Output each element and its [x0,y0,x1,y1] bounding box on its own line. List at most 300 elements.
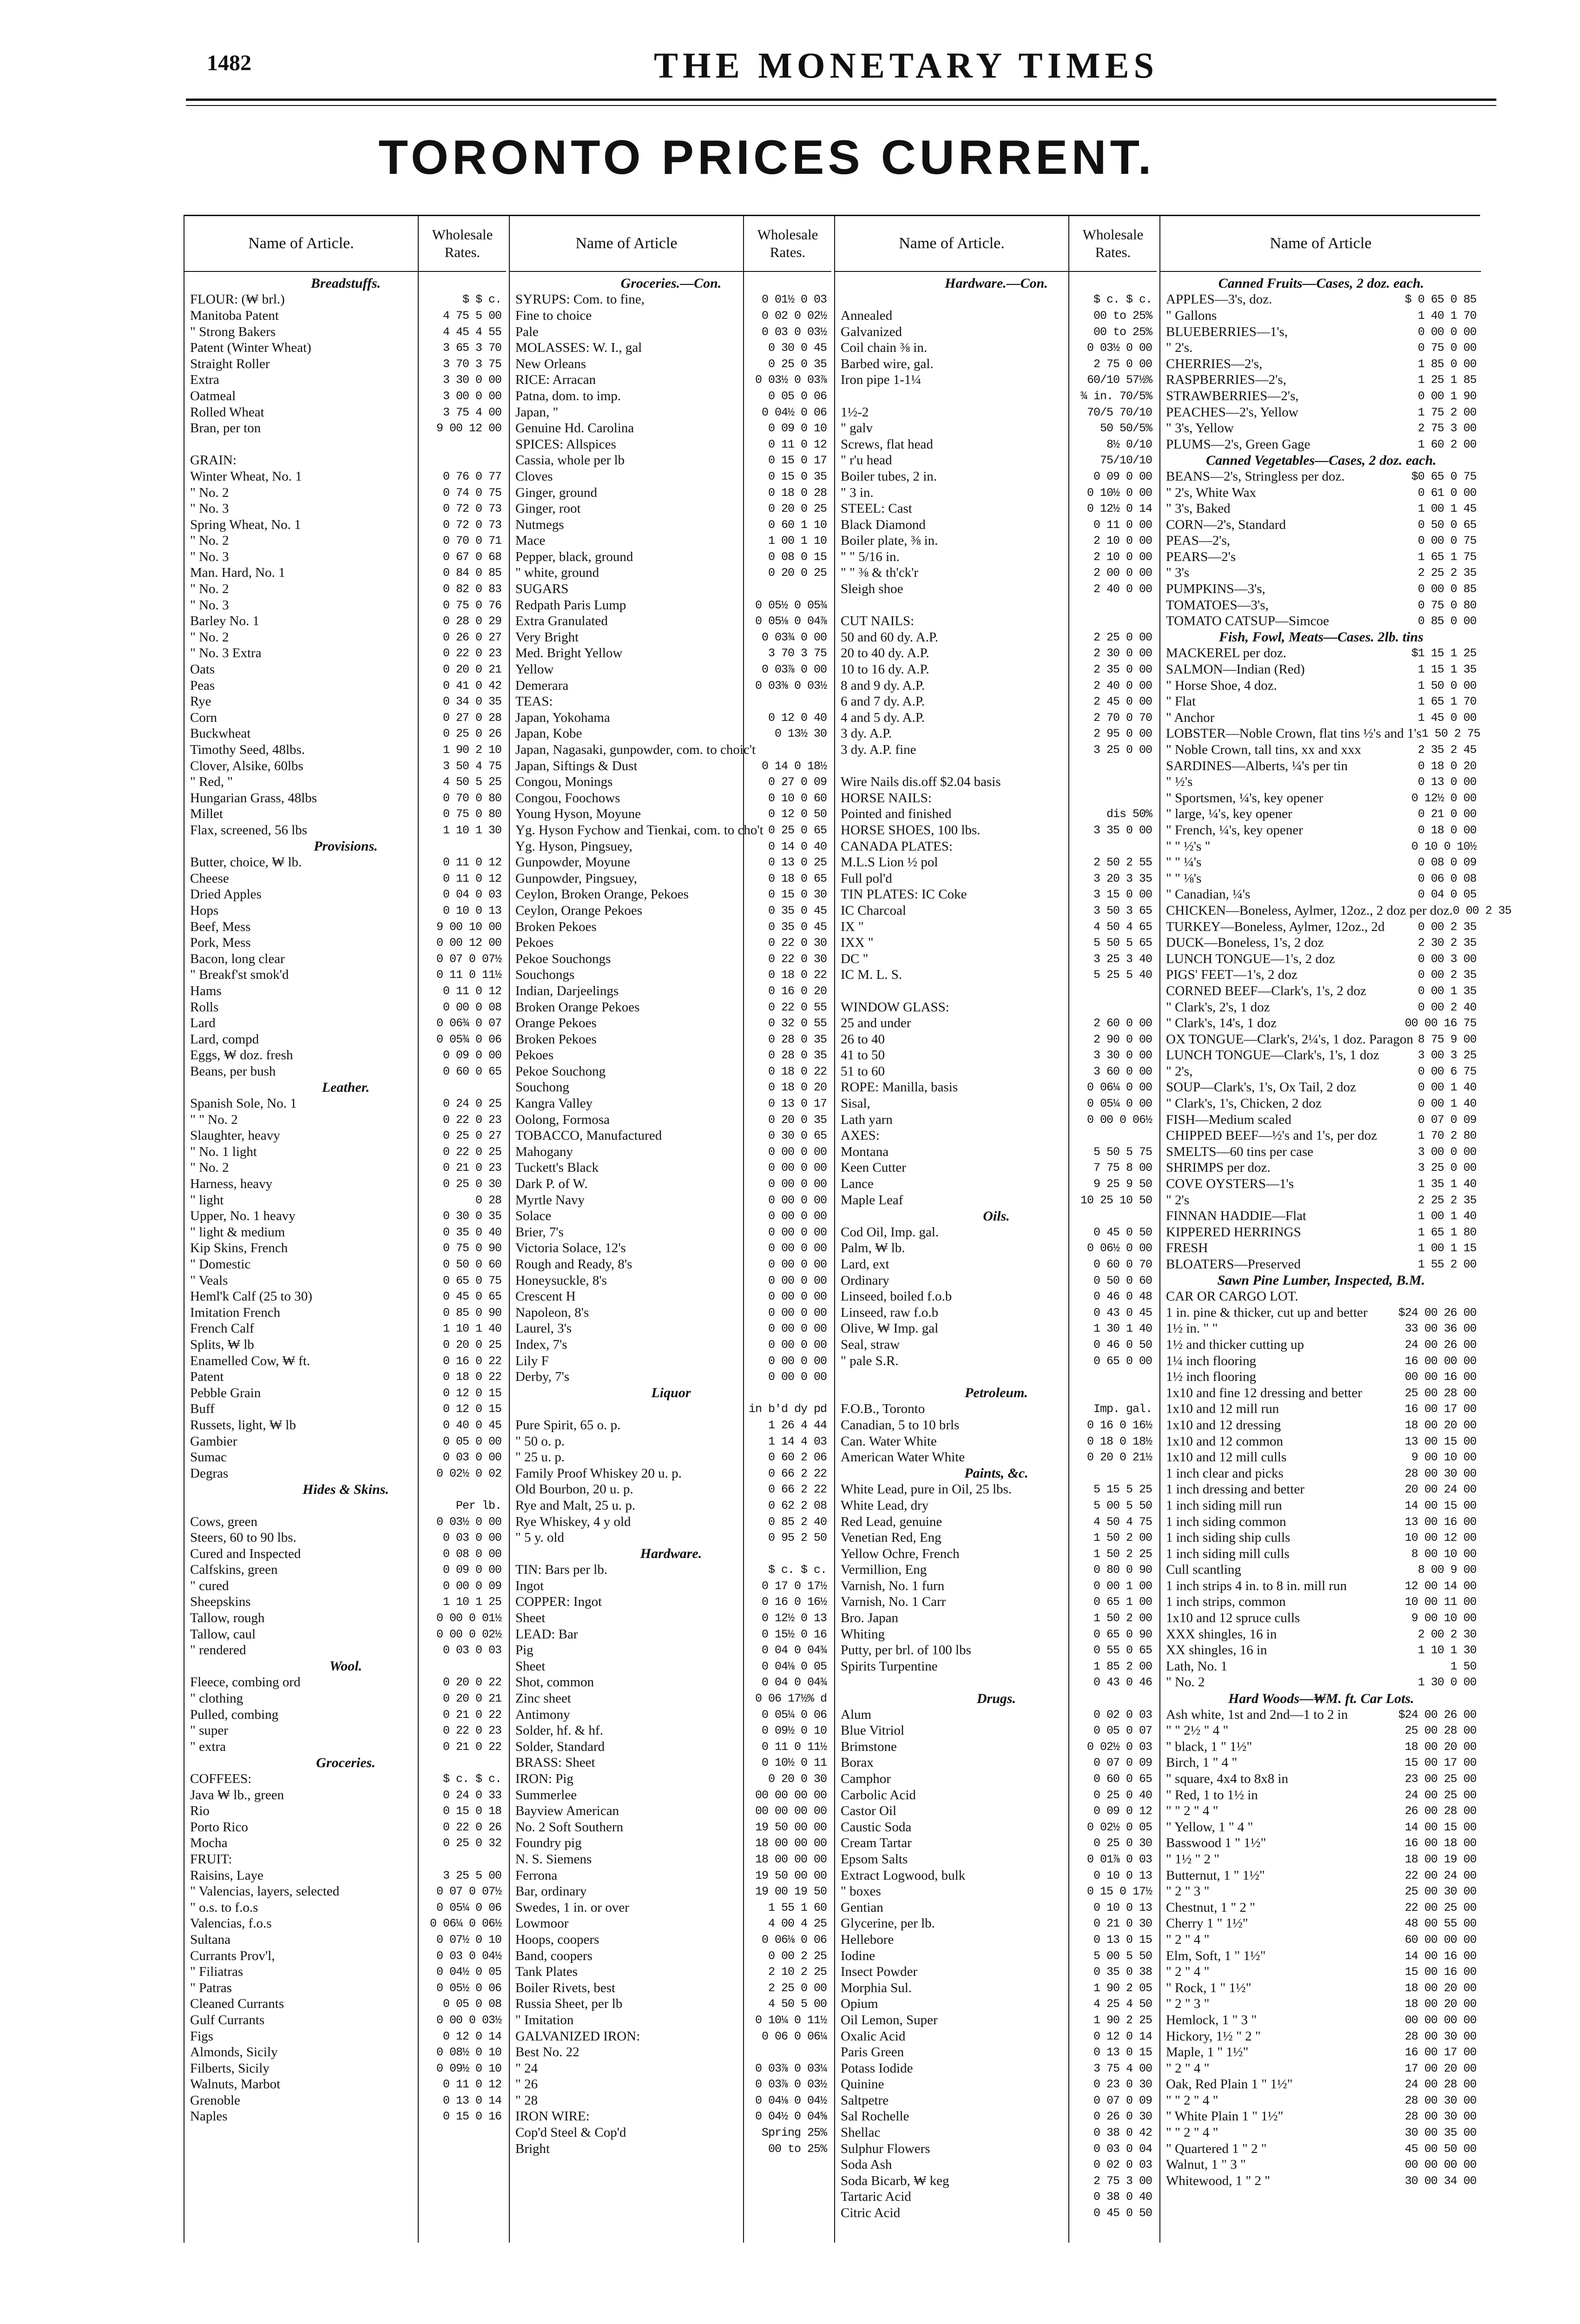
price-row [515,1305,827,1321]
price-row [515,726,827,742]
article-name: Morphia Sul. [841,1980,912,1995]
price-row [1166,1080,1476,1096]
price-row [190,758,501,774]
price-row [190,1610,501,1626]
price-row [190,340,501,356]
article-name: Oats [190,662,215,677]
wholesale-rate: 0 08 0 09 [1417,856,1476,870]
price-row [190,1385,501,1401]
wholesale-rate: 0 14 0 18½ [761,759,827,773]
price-column-4 [1159,216,1512,2243]
price-row [515,646,827,662]
wholesale-rate: 1 10 1 30 [442,823,501,837]
article-name: OX TONGUE—Clark's, 2¼'s, 1 doz. Paragon [1166,1031,1414,1047]
price-row [1166,1128,1476,1144]
article-name: Imitation French [190,1305,281,1320]
article-name: " 5 y. old [515,1530,565,1545]
price-row [515,1707,827,1723]
article-name: Soda Ash [841,2157,892,2172]
article-name: " 2 " 3 " [1166,1996,1210,2012]
wholesale-rate: 0 20 0 21 [442,663,501,677]
article-name: " 1½ " 2 " [1166,1851,1220,1867]
wholesale-rate: 17 00 20 00 [1404,2061,1476,2075]
article-name: Spanish Sole, No. 1 [190,1096,297,1111]
article-name: 1x10 and 12 common [1166,1433,1284,1449]
article-name: 1½ inch flooring [1166,1369,1257,1385]
price-row [515,710,827,726]
article-name: American Water White [841,1450,965,1465]
article-name: " No. 3 Extra [190,646,262,661]
article-name: Slaughter, heavy [190,1128,280,1143]
article-name: Honeysuckle, 8's [515,1273,607,1288]
wholesale-rate: 3 25 0 00 [1417,1161,1476,1175]
article-name: " Clark's, 2's, 1 doz [1166,999,1270,1015]
wholesale-rate: 0 03 0 03 [442,1644,501,1657]
article-name: Iodine [841,1948,876,1963]
price-row [190,1675,501,1691]
wholesale-rate: 22 00 24 00 [1404,1868,1476,1882]
price-row [190,887,501,903]
wholesale-rate: 0 18 0 65 [768,872,827,885]
article-name: " light & medium [190,1224,285,1240]
wholesale-rate: 2 45 0 00 [1093,695,1152,709]
article-name: Rough and Ready, 8's [515,1257,632,1272]
wholesale-rate: 3 50 4 75 [442,759,501,773]
column-header-rates: Wholesale Rates. [743,216,831,271]
wholesale-rate: 14 00 16 00 [1404,1949,1476,1963]
wholesale-rate: 0 05¼ 0 06 [436,1901,501,1915]
wholesale-rate: 00 00 16 00 [1404,1370,1476,1384]
wholesale-rate: 0 15½ 0 16 [761,1627,827,1641]
wholesale-rate: 0 75 0 90 [442,1241,501,1255]
wholesale-rate: 0 05½ 0 05¾ [755,598,827,612]
wholesale-rate: 0 41 0 42 [442,679,501,693]
wholesale-rate: 2 30 0 00 [1093,647,1152,660]
price-row [1166,1883,1476,1900]
price-row [1166,565,1476,581]
price-row [190,629,501,646]
article-name: 1½ and thicker cutting up [1166,1337,1304,1352]
wholesale-rate: 60/10 57½% [1086,373,1152,387]
price-row [1166,822,1476,838]
price-column-2 [509,216,831,2243]
wholesale-rate: 0 06 0 08 [1417,872,1476,885]
wholesale-rate: 00 00 00 00 [1404,2158,1476,2172]
wholesale-rate: 0 30 0 45 [768,341,827,355]
wholesale-rate: 8 00 9 00 [1417,1563,1476,1577]
price-row [841,404,1152,421]
price-column-3 [834,216,1157,2243]
price-row [1166,2125,1476,2141]
article-name: " Anchor [1166,710,1215,725]
price-row [515,1433,827,1450]
price-row [841,2125,1152,2141]
article-name: " Red, 1 to 1½ in [1166,1787,1258,1802]
article-name: TOBACCO, Manufactured [515,1128,662,1143]
price-row [515,871,827,887]
wholesale-rate: 0 12½ 0 13 [761,1611,827,1625]
price-row [841,453,1152,469]
section-heading [1166,1690,1476,1707]
article-name: Oolong, Formosa [515,1112,610,1127]
price-row [190,1417,501,1433]
article-name: Venetian Red, Eng [841,1530,941,1545]
wholesale-rate: Per lb. [455,1499,501,1512]
article-name: Gulf Currants [190,2012,265,2027]
article-name: IC Charcoal [841,903,906,918]
article-name: SPICES: Allspices [515,436,616,452]
price-row [1166,1851,1476,1868]
price-row [841,1241,1152,1257]
wholesale-rate: 0 05 0 00 [442,1434,501,1448]
price-row [1166,1578,1476,1594]
price-row [515,1192,827,1208]
wholesale-rate: 3 30 0 00 [442,373,501,387]
section-heading [515,276,827,292]
article-name: Millet [190,806,223,822]
article-name: Young Hyson, Moyune [515,806,641,822]
wholesale-rate: 1 35 1 40 [1417,1177,1476,1191]
article-name: FRESH [1166,1241,1208,1256]
price-row [515,1851,827,1868]
article-name: Putty, per brl. of 100 lbs [841,1643,971,1658]
price-row [515,1964,827,1980]
wholesale-rate: 0 65 1 00 [1093,1595,1152,1609]
price-row [841,903,1152,919]
wholesale-rate: 0 05½ 0 06 [436,1981,501,1995]
article-name: CUT NAILS: [841,614,915,629]
price-row [841,388,1152,404]
wholesale-rate: 1 15 1 35 [1417,663,1476,677]
price-row [515,1353,827,1369]
price-row [1166,501,1476,517]
wholesale-rate: 4 50 4 75 [1093,1515,1152,1529]
price-row [1166,2077,1476,2093]
wholesale-rate: 1 14 4 03 [768,1434,827,1448]
price-row [190,1224,501,1241]
section-title: Drugs. [976,1690,1016,1706]
section-title: Hard Woods—₩M. ft. Car Lots. [1228,1690,1414,1706]
column-header-name: Name of Article. [248,235,354,252]
article-name: Man. Hard, No. 1 [190,565,285,581]
article-name: Yg. Hyson Fychow and Tienkai, com. to cho't [515,822,764,838]
article-name: Epsom Salts [841,1851,908,1867]
article-name: " Flat [1166,694,1196,709]
article-name: " black, 1 " 1½" [1166,1739,1252,1754]
price-row [515,661,827,678]
article-name: " 2's [1166,1192,1190,1208]
wholesale-rate: 9 00 10 00 [1411,1611,1476,1625]
article-name: " Clark's, 1's, Chicken, 2 doz [1166,1096,1322,1111]
wholesale-rate: 0 38 0 42 [1093,2126,1152,2140]
wholesale-rate: 9 00 12 00 [436,422,501,436]
price-row [1166,1835,1476,1852]
wholesale-rate: 15 00 17 00 [1404,1756,1476,1770]
article-name: FLOUR: (₩ brl.) [190,292,285,307]
wholesale-rate: 0 21 0 30 [1093,1917,1152,1931]
price-row [841,372,1152,389]
wholesale-rate: 0 18 0 28 [768,486,827,500]
wholesale-rate: 0 74 0 75 [442,486,501,500]
wholesale-rate: 00 to 25% [1093,309,1152,323]
wholesale-rate: $ c. $ c. [442,1772,501,1786]
article-name: Potass Iodide [841,2060,913,2076]
wholesale-rate: 0 00 3 00 [1417,952,1476,966]
wholesale-rate: 0 22 0 23 [442,647,501,660]
wholesale-rate: 0 22 0 26 [442,1820,501,1834]
wholesale-rate: 7 75 8 00 [1093,1161,1152,1175]
article-name: BLUEBERRIES—1's, [1166,324,1288,339]
article-name: Full pol'd [841,871,892,886]
wholesale-rate: 0 45 0 50 [1093,2206,1152,2220]
article-name: Lowmoor [515,1916,569,1931]
wholesale-rate: 0 13 0 15 [1093,1933,1152,1947]
wholesale-rate: 4 50 5 00 [768,1997,827,2011]
wholesale-rate: 0 17 0 17½ [761,1579,827,1593]
price-row [841,1594,1152,1611]
wholesale-rate: 0 04⅛ 0 05 [761,1659,827,1673]
article-name: 8 and 9 dy. A.P. [841,678,925,693]
wholesale-rate: 2 95 0 00 [1093,727,1152,741]
article-name: Bar, ordinary [515,1884,587,1899]
article-name: Hoops, coopers [515,1932,599,1947]
article-name: Saltpetre [841,2093,889,2108]
wholesale-rate: 0 00 0 00 [768,1209,827,1223]
article-name: Japan, Siftings & Dust [515,758,638,773]
price-row [1166,1160,1476,1176]
price-row [515,1755,827,1771]
price-row [841,517,1152,533]
price-row [515,903,827,919]
wholesale-rate: 0 11 0 12 [442,856,501,870]
price-row [515,678,827,694]
article-name: BRASS: Sheet [515,1755,595,1770]
article-name: Castor Oil [841,1803,897,1819]
section-title: Paints, &c. [964,1466,1028,1481]
article-name: Can. Water White [841,1433,937,1449]
price-row [1166,1530,1476,1546]
article-name: LUNCH TONGUE—Clark's, 1's, 1 doz [1166,1048,1379,1063]
article-name: Varnish, No. 1 Carr [841,1594,946,1610]
price-row [190,1256,501,1273]
price-row [190,693,501,710]
wholesale-rate: 0 00 0 09 [442,1579,501,1593]
wholesale-rate: 0 15 0 35 [768,469,827,483]
wholesale-rate: 8½ 0/10 [1106,437,1152,451]
article-name: Boiler tubes, 2 in. [841,469,937,484]
wholesale-rate: 0 11 0 12 [442,2078,501,2092]
article-name: Hemlock, 1 " 3 " [1166,2012,1257,2027]
article-name: SYRUPS: Com. to fine, [515,292,645,307]
article-name: " " ⅜ & th'ck'r [841,565,919,581]
wholesale-rate: 19 50 00 00 [755,1820,827,1834]
price-row [515,2141,827,2157]
price-row [190,871,501,887]
wholesale-rate: 0 70 0 71 [442,534,501,548]
article-name: Seal, straw [841,1337,900,1352]
wholesale-rate: $ 0 65 0 85 [1404,293,1476,307]
article-name: " 25 u. p. [515,1450,565,1465]
wholesale-rate: 0 03½ 0 00 [436,1515,501,1529]
wholesale-rate: 0 09 0 10 [768,422,827,436]
article-name: N. S. Siemens [515,1851,592,1867]
article-name: Lath, No. 1 [1166,1658,1228,1674]
wholesale-rate: 0 72 0 73 [442,502,501,516]
wholesale-rate: 0 26 0 27 [442,630,501,644]
price-row [190,1288,501,1305]
wholesale-rate: 0 00 0 00 [768,1354,827,1368]
wholesale-rate: 25 00 28 00 [1404,1724,1476,1738]
price-row [841,533,1152,549]
article-name: Brimstone [841,1739,897,1754]
price-row [515,1868,827,1884]
price-row [190,678,501,694]
price-row [1166,1771,1476,1787]
wholesale-rate: 0 34 0 35 [442,695,501,709]
wholesale-rate: 1 45 0 00 [1417,711,1476,725]
article-name: Japan, Yokohama [515,710,610,725]
wholesale-rate: 60 00 00 00 [1404,1933,1476,1947]
price-row [190,420,501,436]
article-name: Myrtle Navy [515,1192,585,1208]
masthead-rule-thin [186,105,1496,106]
price-row [841,340,1152,356]
wholesale-rate: 0 00 1 40 [1417,1081,1476,1095]
price-row [841,581,1152,597]
wholesale-rate: 00 to 25% [1093,325,1152,339]
wholesale-rate: 0 03⅞ 0 03¼ [755,2061,827,2075]
price-row [841,758,1152,774]
wholesale-rate: $ c. $ c. [768,1563,827,1577]
wholesale-rate: 0 18 0 22 [768,968,827,982]
wholesale-rate: 0 45 0 65 [442,1290,501,1304]
article-name: Broken Pekoes [515,919,597,934]
wholesale-rate: 0 00 6 75 [1417,1064,1476,1078]
article-name: Opium [841,1996,878,2012]
price-row [841,2141,1152,2157]
wholesale-rate: 2 25 2 35 [1417,566,1476,580]
article-name: " 3's [1166,565,1190,581]
article-name: TEAS: [515,694,553,709]
price-row [1166,1803,1476,1819]
article-name: " 26 [515,2077,538,2092]
price-row [841,308,1152,324]
price-row [1166,292,1476,308]
price-row [190,1739,501,1755]
section-title: Sawn Pine Lumber, Inspected, B.M. [1217,1273,1425,1288]
article-name: Eggs, ₩ doz. fresh [190,1048,293,1063]
wholesale-rate: 2 60 0 00 [1093,1017,1152,1030]
wholesale-rate: 2 25 2 35 [1417,1193,1476,1207]
article-name: " rendered [190,1643,246,1658]
wholesale-rate: 13 00 16 00 [1404,1515,1476,1529]
price-row [1166,693,1476,710]
price-row [841,356,1152,372]
wholesale-rate: 3 25 3 40 [1093,952,1152,966]
price-row [1166,1964,1476,1980]
article-name: Lard [190,1016,216,1031]
article-name: Shellac [841,2125,881,2140]
article-name: " No. 2 [190,533,229,548]
article-name: Walnuts, Marbot [190,2077,281,2092]
price-row [1166,1031,1476,1048]
price-row [515,1948,827,1964]
wholesale-rate: 0 43 0 46 [1093,1676,1152,1690]
article-name: Java ₩ lb., green [190,1787,284,1802]
price-row [515,1723,827,1739]
price-row [841,1337,1152,1353]
wholesale-rate: 0 05¼ 0 00 [1086,1097,1152,1111]
wholesale-rate: 0 04 0 03 [442,888,501,902]
wholesale-rate: 1 65 1 75 [1417,550,1476,564]
price-row [1166,2093,1476,2109]
price-row [1166,1192,1476,1208]
wholesale-rate: 0 13 0 25 [768,856,827,870]
wholesale-rate: 1 55 2 00 [1417,1258,1476,1272]
price-row [515,1771,827,1787]
article-name: Derby, 7's [515,1369,570,1385]
price-row [1166,1241,1476,1257]
price-row [1166,1305,1476,1321]
price-row [841,1128,1152,1144]
price-row [841,436,1152,453]
article-name: Cream Tartar [841,1835,912,1851]
wholesale-rate: 70/5 70/10 [1086,405,1152,419]
article-name: " 50 o. p. [515,1433,565,1449]
article-name: Annealed [841,308,893,323]
wholesale-rate: 0 10 0 60 [768,791,827,805]
wholesale-rate: 0 60 0 65 [442,1064,501,1078]
article-name: 3 dy. A.P. fine [841,742,916,758]
price-row [841,1144,1152,1160]
wholesale-rate: 0 00 0 03½ [436,2013,501,2027]
price-row [841,1048,1152,1064]
wholesale-rate: 0 04 0 04¾ [761,1676,827,1690]
article-name: HORSE NAILS: [841,790,932,805]
article-name: Med. Bright Yellow [515,646,623,661]
wholesale-rate: 0 13 0 00 [1417,775,1476,789]
article-name: Cows, green [190,1514,257,1529]
wholesale-rate: 1 40 1 70 [1417,309,1476,323]
article-name: Kip Skins, French [190,1241,288,1256]
price-row [841,1883,1152,1900]
price-row [841,629,1152,646]
price-row [841,678,1152,694]
section-heading [1166,276,1476,292]
wholesale-rate: 0 18 0 00 [1417,823,1476,837]
article-name: Nutmegs [515,517,564,532]
wholesale-rate: 0 09½ 0 10 [761,1724,827,1738]
wholesale-rate: 26 00 28 00 [1404,1804,1476,1818]
article-name: " galv [841,421,873,436]
price-row [841,1787,1152,1803]
article-name: 1½-2 [841,404,869,420]
article-name: " pale S.R. [841,1353,899,1368]
wholesale-rate: 14 00 15 00 [1404,1820,1476,1834]
wholesale-rate: 0 11 0 12 [442,984,501,998]
wholesale-rate: 0 25 0 32 [442,1836,501,1850]
article-name: FISH—Medium scaled [1166,1112,1291,1127]
wholesale-rate: 0 50 0 65 [1417,518,1476,532]
wholesale-rate: 0 46 0 50 [1093,1338,1152,1352]
wholesale-rate: 0 00 0 00 [1417,325,1476,339]
article-name: Oak, Red Plain 1 " 1½" [1166,2077,1293,2092]
price-row [190,1096,501,1112]
price-row [190,1063,501,1080]
article-name: Ceylon, Broken Orange, Pekoes [515,887,689,902]
price-row [841,1015,1152,1031]
price-row [841,1980,1152,1996]
